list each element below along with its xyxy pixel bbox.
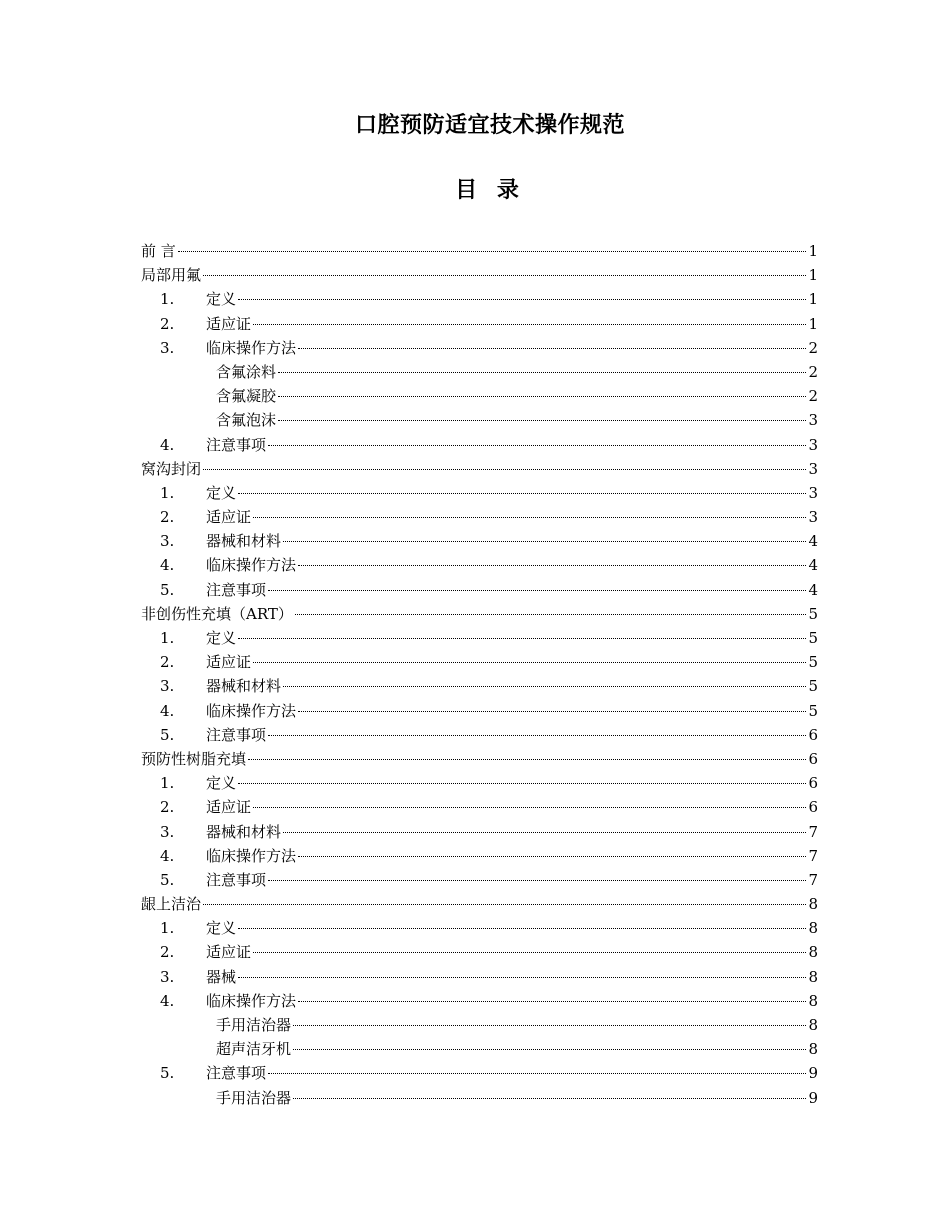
table-of-contents xyxy=(141,240,818,1111)
toc-entry[interactable] xyxy=(141,893,818,917)
toc-entry-number: 1. xyxy=(160,483,175,502)
toc-entry-number: 2. xyxy=(160,798,175,817)
toc-entry[interactable] xyxy=(141,385,818,409)
toc-entry[interactable] xyxy=(141,917,818,941)
dot-leader xyxy=(268,880,806,881)
toc-entry-page-number: 7 xyxy=(808,870,818,889)
dot-leader xyxy=(238,638,806,639)
toc-entry[interactable] xyxy=(141,482,818,506)
toc-entry-page-number: 3 xyxy=(808,483,818,502)
dot-leader xyxy=(203,904,806,905)
toc-entry-number: 2. xyxy=(160,653,175,672)
toc-entry-page-number: 4 xyxy=(808,532,818,551)
dot-leader xyxy=(298,711,806,712)
toc-entry-label: 临床操作方法 xyxy=(206,338,297,357)
toc-entry-label: 定义 xyxy=(206,629,237,647)
toc-entry-page-number: 1 xyxy=(808,314,818,333)
toc-entry-label: 前 言 xyxy=(141,242,176,260)
toc-entry-label: 含氟涂料 xyxy=(216,362,277,381)
toc-entry-number: 3. xyxy=(160,677,175,696)
toc-entry-label: 适应证 xyxy=(206,798,252,817)
toc-entry-page-number: 3 xyxy=(808,459,818,478)
toc-entry-label: 器械和材料 xyxy=(206,677,282,696)
dot-leader xyxy=(278,372,806,373)
toc-entry-page-number: 8 xyxy=(808,943,818,962)
dot-leader xyxy=(283,686,806,687)
dot-leader xyxy=(238,299,806,300)
dot-leader xyxy=(293,1049,806,1050)
toc-entry[interactable] xyxy=(141,821,818,845)
toc-entry-number: 5. xyxy=(160,725,175,744)
toc-entry[interactable] xyxy=(141,264,818,288)
toc-entry-page-number: 8 xyxy=(808,991,818,1010)
toc-entry-page-number: 3 xyxy=(808,411,818,430)
toc-entry-label: 定义 xyxy=(206,919,237,938)
toc-entry-label: 临床操作方法 xyxy=(206,846,297,865)
dot-leader xyxy=(248,759,806,760)
toc-entry[interactable] xyxy=(141,240,818,264)
toc-entry-label: 局部用氟 xyxy=(141,266,202,285)
toc-entry-label: 注意事项 xyxy=(206,1064,267,1083)
toc-entry[interactable] xyxy=(141,506,818,530)
dot-leader xyxy=(253,807,806,808)
dot-leader xyxy=(203,469,806,470)
toc-entry-page-number: 5 xyxy=(808,604,818,623)
toc-entry-number: 3. xyxy=(160,822,175,841)
toc-entry-page-number: 5 xyxy=(808,677,818,696)
toc-entry-label: 注意事项 xyxy=(206,725,267,744)
toc-entry[interactable] xyxy=(141,700,818,724)
toc-entry[interactable] xyxy=(141,554,818,578)
toc-heading: 目 录 xyxy=(455,178,525,203)
toc-entry-number: 5. xyxy=(160,1064,175,1083)
toc-entry-number: 2. xyxy=(160,314,175,333)
toc-entry-number: 4. xyxy=(160,556,175,575)
toc-entry-page-number: 1 xyxy=(808,266,818,285)
toc-entry-number: 3. xyxy=(160,338,175,357)
toc-entry[interactable] xyxy=(141,1087,818,1111)
toc-entry-page-number: 7 xyxy=(808,822,818,841)
toc-entry[interactable] xyxy=(141,966,818,990)
toc-entry-number: 5. xyxy=(160,580,175,599)
toc-entry-page-number: 8 xyxy=(808,919,818,938)
dot-leader xyxy=(298,1001,806,1002)
toc-entry-page-number: 9 xyxy=(808,1088,818,1107)
toc-entry[interactable] xyxy=(141,603,818,627)
dot-leader xyxy=(298,856,806,857)
toc-entry[interactable] xyxy=(141,941,818,965)
toc-entry-page-number: 1 xyxy=(808,242,818,260)
toc-entry-page-number: 8 xyxy=(808,1016,818,1034)
dot-leader xyxy=(293,1098,806,1099)
toc-entry-number: 3. xyxy=(160,967,175,986)
toc-entry-label: 适应证 xyxy=(206,943,252,962)
toc-entry-page-number: 3 xyxy=(808,435,818,454)
toc-entry[interactable] xyxy=(141,313,818,337)
toc-entry-page-number: 5 xyxy=(808,629,818,647)
toc-entry[interactable] xyxy=(141,1062,818,1086)
toc-entry[interactable] xyxy=(141,579,818,603)
toc-entry-number: 5. xyxy=(160,870,175,889)
toc-entry-number: 1. xyxy=(160,774,175,793)
dot-leader xyxy=(238,783,806,784)
toc-entry-page-number: 8 xyxy=(808,895,818,914)
toc-entry-label: 定义 xyxy=(206,483,237,502)
dot-leader xyxy=(178,251,806,252)
toc-entry-label: 适应证 xyxy=(206,508,252,527)
toc-entry[interactable] xyxy=(141,627,818,651)
dot-leader xyxy=(253,324,806,325)
toc-entry[interactable] xyxy=(141,434,818,458)
toc-entry-label: 器械和材料 xyxy=(206,822,282,841)
toc-entry-page-number: 5 xyxy=(808,701,818,720)
dot-leader xyxy=(268,735,806,736)
toc-entry-page-number: 7 xyxy=(808,846,818,865)
toc-entry-number: 4. xyxy=(160,701,175,720)
toc-entry[interactable] xyxy=(141,361,818,385)
toc-entry-number: 2. xyxy=(160,943,175,962)
dot-leader xyxy=(268,1073,806,1074)
toc-entry-label: 手用洁治器 xyxy=(216,1016,292,1034)
toc-entry[interactable] xyxy=(141,1014,818,1038)
toc-entry-label: 适应证 xyxy=(206,314,252,333)
toc-entry-label: 临床操作方法 xyxy=(206,701,297,720)
dot-leader xyxy=(238,928,806,929)
toc-entry-label: 超声洁牙机 xyxy=(216,1040,292,1059)
toc-entry[interactable] xyxy=(141,651,818,675)
toc-entry-number: 4. xyxy=(160,435,175,454)
toc-entry-page-number: 6 xyxy=(808,774,818,793)
toc-entry[interactable] xyxy=(141,869,818,893)
toc-entry-label: 注意事项 xyxy=(206,580,267,599)
dot-leader xyxy=(298,565,806,566)
toc-entry[interactable] xyxy=(141,724,818,748)
toc-entry[interactable] xyxy=(141,772,818,796)
toc-entry-page-number: 8 xyxy=(808,967,818,986)
dot-leader xyxy=(238,977,806,978)
toc-entry[interactable] xyxy=(141,796,818,820)
toc-entry-page-number: 2 xyxy=(808,338,818,357)
toc-entry-page-number: 9 xyxy=(808,1064,818,1083)
toc-entry-label: 窝沟封闭 xyxy=(141,459,202,478)
toc-entry[interactable] xyxy=(141,530,818,554)
toc-entry-page-number: 8 xyxy=(808,1040,818,1059)
toc-entry-page-number: 6 xyxy=(808,798,818,817)
toc-entry-page-number: 5 xyxy=(808,653,818,672)
toc-entry-label: 注意事项 xyxy=(206,435,267,454)
toc-entry-label: 预防性树脂充填 xyxy=(141,749,247,768)
toc-entry-label: 定义 xyxy=(206,290,237,309)
dot-leader xyxy=(253,517,806,518)
toc-entry-number: 1. xyxy=(160,919,175,938)
toc-entry[interactable] xyxy=(141,990,818,1014)
toc-entry-number: 4. xyxy=(160,846,175,865)
dot-leader xyxy=(283,832,806,833)
toc-entry-label: 器械 xyxy=(206,967,237,986)
toc-entry-label: 含氟泡沫 xyxy=(216,411,277,430)
toc-entry-label: 手用洁治器 xyxy=(216,1088,292,1107)
dot-leader xyxy=(253,662,806,663)
toc-entry-label: 适应证 xyxy=(206,653,252,672)
toc-entry-label: 临床操作方法 xyxy=(206,991,297,1010)
toc-entry-page-number: 6 xyxy=(808,725,818,744)
dot-leader xyxy=(295,614,806,615)
toc-entry-label: 非创伤性充填（ART） xyxy=(141,604,293,623)
toc-entry-page-number: 2 xyxy=(808,362,818,381)
toc-entry[interactable] xyxy=(141,409,818,433)
toc-entry-page-number: 4 xyxy=(808,580,818,599)
dot-leader xyxy=(203,275,806,276)
dot-leader xyxy=(283,541,806,542)
toc-entry[interactable] xyxy=(141,1038,818,1062)
document-title: 口腔预防适宜技术操作规范 xyxy=(354,113,625,138)
toc-entry-number: 4. xyxy=(160,991,175,1010)
toc-entry-page-number: 4 xyxy=(808,556,818,575)
toc-entry-label: 龈上洁治 xyxy=(141,895,202,914)
toc-entry-label: 定义 xyxy=(206,774,237,793)
toc-entry-number: 1. xyxy=(160,629,175,647)
toc-entry[interactable] xyxy=(141,675,818,699)
toc-entry[interactable] xyxy=(141,458,818,482)
toc-entry-label: 含氟凝胶 xyxy=(216,387,277,406)
toc-entry-number: 1. xyxy=(160,290,175,309)
dot-leader xyxy=(298,348,806,349)
dot-leader xyxy=(268,445,806,446)
toc-entry-page-number: 1 xyxy=(808,290,818,309)
dot-leader xyxy=(293,1025,806,1026)
toc-entry-number: 2. xyxy=(160,508,175,527)
toc-entry-label: 器械和材料 xyxy=(206,532,282,551)
toc-entry-page-number: 2 xyxy=(808,387,818,406)
toc-entry-label: 注意事项 xyxy=(206,870,267,889)
dot-leader xyxy=(278,396,806,397)
toc-entry[interactable] xyxy=(141,288,818,312)
dot-leader xyxy=(278,420,806,421)
dot-leader xyxy=(238,493,806,494)
toc-entry[interactable] xyxy=(141,748,818,772)
toc-entry-page-number: 3 xyxy=(808,508,818,527)
toc-entry[interactable] xyxy=(141,337,818,361)
dot-leader xyxy=(253,952,806,953)
toc-entry-label: 临床操作方法 xyxy=(206,556,297,575)
toc-entry[interactable] xyxy=(141,845,818,869)
toc-entry-page-number: 6 xyxy=(808,749,818,768)
dot-leader xyxy=(268,590,806,591)
toc-entry-number: 3. xyxy=(160,532,175,551)
